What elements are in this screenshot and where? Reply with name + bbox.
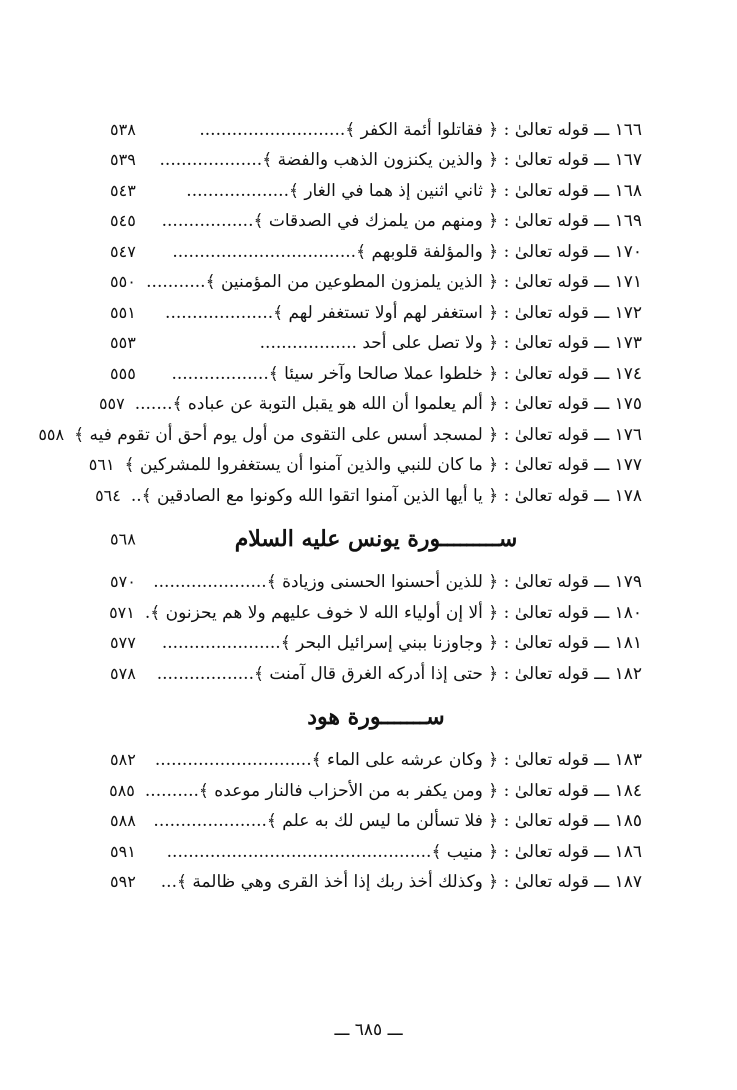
- toc-entry-title: ١٨٠ ـــ قوله تعالىٰ : ﴿ ألا إن أولياء الله لا خوف عليهم ولا هم يحزنون ﴾.: [144, 602, 642, 623]
- toc-entry: [110, 628, 642, 659]
- toc-entry-page: ٥٥٨: [38, 424, 65, 444]
- toc-entry: [95, 480, 642, 511]
- toc-entry: [110, 328, 642, 359]
- toc-entry-page: ٥٧٧: [110, 633, 136, 653]
- toc-entry-title: ١٨٤ ـــ قوله تعالىٰ : ﴿ ومن يكفر به من الأحزاب فالنار موعده ﴾..........: [144, 780, 642, 801]
- toc-group-2: [110, 567, 642, 689]
- toc-entry-title: ١٧٥ ـــ قوله تعالىٰ : ﴿ ألم يعلموا أن الله هو يقبل التوبة عن عباده ﴾.......: [134, 394, 642, 415]
- toc-entry-page: ٥٣٨: [110, 119, 136, 139]
- toc-entry-page: ٥٥٧: [98, 394, 125, 414]
- toc-entry-title: ١٧٦ ـــ قوله تعالىٰ : ﴿ لمسجد أسس على التقوى من أول يوم أحق أن تقوم فيه ﴾: [74, 424, 642, 445]
- toc-entry-page: ٥٤٥: [110, 211, 136, 231]
- toc-entry: [110, 297, 642, 328]
- toc-entry: [98, 389, 642, 420]
- toc-entry: [110, 867, 642, 898]
- toc-entry-title: ١٧٧ ـــ قوله تعالىٰ : ﴿ ما كان للنبي والذين آمنوا أن يستغفروا للمشركين ﴾: [124, 455, 642, 476]
- section-heading-yunus: [110, 511, 642, 567]
- toc-entry: [110, 567, 642, 598]
- toc-entry-page: ٥٤٧: [110, 241, 136, 261]
- toc-entry-title: ١٨٥ ـــ قوله تعالىٰ : ﴿ فلا تسألن ما ليس لك به علم ﴾.....................: [153, 811, 642, 832]
- toc-entry: [110, 775, 642, 806]
- toc-entry-title: ١٧١ ـــ قوله تعالىٰ : ﴿ الذين يلمزون المطوعين من المؤمنين ﴾...........: [146, 272, 642, 293]
- toc-entry-page: ٥٦١: [88, 455, 115, 475]
- section-heading-title: ســـــــورة هود: [307, 703, 445, 730]
- toc-entry: [88, 450, 642, 481]
- table-of-contents: [38, 114, 642, 897]
- toc-entry-title: ١٦٦ ـــ قوله تعالىٰ : ﴿ فقاتلوا أئمة الكفر ﴾...........................: [199, 119, 642, 140]
- toc-entry-title: ١٨١ ـــ قوله تعالىٰ : ﴿ وجاوزنا ببني إسرائيل البحر ﴾......................: [161, 633, 642, 654]
- toc-entry-page: ٥٧٨: [110, 663, 136, 683]
- toc-entry-page: ٥٤٣: [110, 180, 136, 200]
- toc-entry-title: ١٧٠ ـــ قوله تعالىٰ : ﴿ والمؤلفة قلوبهم ﴾..................................: [172, 241, 642, 262]
- toc-entry-title: ١٧٨ ـــ قوله تعالىٰ : ﴿ يا أيها الذين آمنوا اتقوا الله وكونوا مع الصادقين ﴾..: [130, 485, 642, 506]
- toc-entry-page: ٥٩٢: [110, 872, 136, 892]
- toc-entry-page: ٥٥٥: [110, 363, 136, 383]
- toc-entry: [110, 267, 642, 298]
- toc-entry-title: ١٨٢ ـــ قوله تعالىٰ : ﴿ حتى إذا أدركه الغرق قال آمنت ﴾..................: [156, 663, 642, 684]
- toc-entry-page: ٥٧١: [109, 602, 135, 622]
- toc-entry: [110, 236, 642, 267]
- toc-entry: [110, 806, 642, 837]
- section-heading-title: ســـــــــورة يونس عليه السلام: [234, 525, 518, 552]
- toc-entry-title: ١٧٤ ـــ قوله تعالىٰ : ﴿ خلطوا عملا صالحا وآخر سيئا ﴾..................: [171, 363, 642, 384]
- toc-entry: [110, 175, 642, 206]
- toc-group-1: [38, 114, 642, 511]
- section-heading-hud: [110, 689, 642, 745]
- toc-entry-page: ٥٣٩: [110, 150, 136, 170]
- toc-group-3: [110, 745, 642, 898]
- toc-entry-title: ١٦٩ ـــ قوله تعالىٰ : ﴿ ومنهم من يلمزك في الصدقات ﴾.................: [161, 211, 642, 232]
- toc-entry: [110, 836, 642, 867]
- toc-entry: [110, 597, 642, 628]
- toc-entry-title: ١٧٩ ـــ قوله تعالىٰ : ﴿ للذين أحسنوا الحسنى وزيادة ﴾.....................: [153, 572, 642, 593]
- toc-entry: [110, 745, 642, 776]
- toc-entry-page: ٥٦٤: [95, 485, 121, 505]
- toc-entry-page: ٥٨٢: [110, 750, 136, 770]
- toc-entry-title: ١٧٢ ـــ قوله تعالىٰ : ﴿ استغفر لهم أولا تستغفر لهم ﴾....................: [165, 302, 642, 323]
- section-heading-page: ٥٦٨: [110, 529, 136, 548]
- toc-entry-title: ١٨٧ ـــ قوله تعالىٰ : ﴿ وكذلك أخذ ربك إذا أخذ القرى وهي ظالمة ﴾...: [160, 872, 642, 893]
- toc-entry-title: ١٨٦ ـــ قوله تعالىٰ : ﴿ منيب ﴾.................................................: [166, 841, 642, 862]
- toc-entry-page: ٥٨٥: [109, 780, 135, 800]
- toc-entry-title: ١٦٧ ـــ قوله تعالىٰ : ﴿ والذين يكنزون الذهب والفضة ﴾...................: [159, 150, 642, 171]
- toc-entry: [110, 206, 642, 237]
- toc-entry-title: ١٨٣ ـــ قوله تعالىٰ : ﴿ وكان عرشه على الماء ﴾.............................: [154, 750, 642, 771]
- toc-entry-page: ٥٩١: [110, 841, 136, 861]
- toc-entry-page: ٥٥٠: [110, 272, 136, 292]
- toc-entry-title: ١٦٨ ـــ قوله تعالىٰ : ﴿ ثاني اثنين إذ هما في الغار ﴾...................: [186, 180, 642, 201]
- toc-entry-page: ٥٨٨: [110, 811, 136, 831]
- toc-entry-page: ٥٧٠: [110, 572, 136, 592]
- toc-entry-page: ٥٥٣: [110, 333, 136, 353]
- toc-entry: [110, 358, 642, 389]
- page-number: ـــ ٦٨٥ ـــ: [334, 1020, 403, 1040]
- toc-entry-title: ١٧٣ ـــ قوله تعالىٰ : ﴿ ولا تصل على أحد ..................: [259, 333, 642, 354]
- toc-entry: [38, 419, 642, 450]
- toc-entry-page: ٥٥١: [110, 302, 136, 322]
- toc-entry: [110, 114, 642, 145]
- toc-entry: [110, 145, 642, 176]
- toc-entry: [110, 658, 642, 689]
